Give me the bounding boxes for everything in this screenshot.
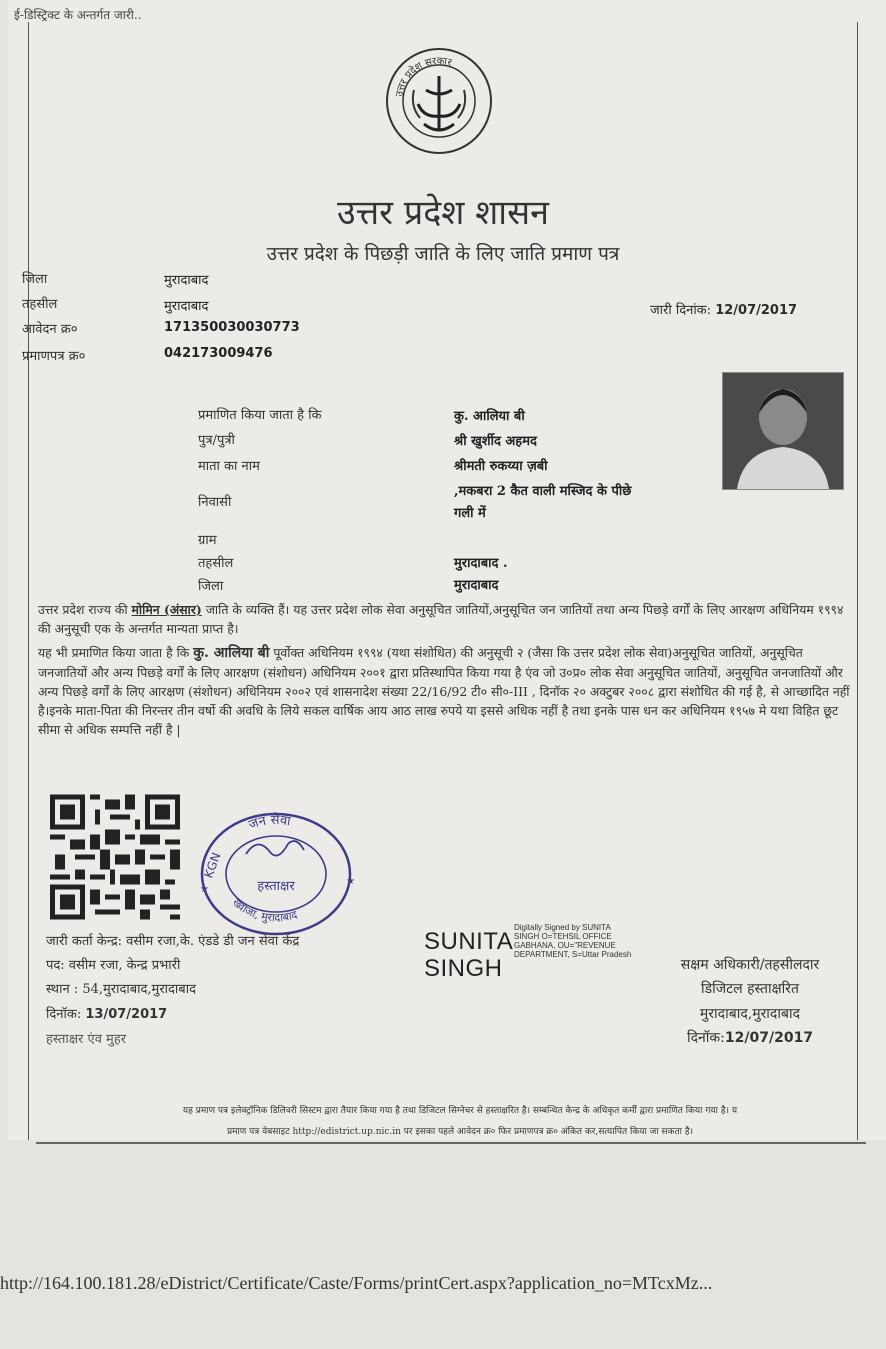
svg-text:जन सेवा <box>247 812 292 833</box>
digital-signature-details: Digitally Signed by SUNITA SINGH O=TEHSIL OFFICE GABHANA, OU="REVENUE DEPARTMENT, S=Uttar Pradesh <box>514 923 632 959</box>
application-number: 171350030030773 <box>164 320 300 335</box>
footer-note-line1: यह प्रमाण पत्र इलेक्ट्रॉनिक डिलिवरी सिस्टम द्वारा तैयार किया गया है तथा डिजिटल सिग्नेचर से हस्ताक्षरित है। सम्बन्धित केन्द्र के अधिकृत कर्मी द्वारा प्रमाणित किया गया है। य <box>182 1106 738 1116</box>
emblem-text: उत्तर प्रदेश सरकार <box>394 55 453 98</box>
resident-address-line1: ,मकबरा 2 कैत वाली मस्जिद के पीछे <box>454 484 632 499</box>
issue-date <box>650 300 797 318</box>
certification-paragraph-start: यह भी प्रमाणित किया जाता है कि <box>38 645 194 660</box>
officer-date-label: दिनॉक: <box>686 1030 725 1046</box>
issue-date-label: जारी दिनांक: <box>650 303 712 318</box>
tehsil-label: तहसील <box>22 297 58 312</box>
certification-paragraph <box>38 643 850 739</box>
seal-bottom-text: ख्वाजा, मुरादाबाद <box>229 895 299 925</box>
resident-label: निवासी <box>198 495 232 510</box>
caste-paragraph-start: उत्तर प्रदेश राज्य की <box>38 602 132 617</box>
child-of-label: पुत्र/पुत्री <box>198 433 235 448</box>
caste-name: मोमिन (अंसार) <box>131 602 202 617</box>
certification-applicant-name: कु. आलिया बी <box>193 645 270 661</box>
resident-district-value: मुरादाबाद <box>454 578 499 593</box>
resident-tehsil-value: मुरादाबाद . <box>454 556 508 571</box>
seal-center-text: हस्ताक्षर <box>257 879 295 894</box>
applicant-name: कु. आलिया बी <box>454 409 525 424</box>
issuer-date-value: 13/07/2017 <box>85 1007 168 1022</box>
page-url: http://164.100.181.28/eDistrict/Certificate/Caste/Forms/printCert.aspx?application_no=MTcxMz... <box>0 1273 713 1293</box>
village-label: ग्राम <box>198 533 217 548</box>
seal-top-text: जन सेवा <box>246 812 292 833</box>
father-name: श्री खुर्शीद अहमद <box>454 434 537 449</box>
bottom-divider <box>36 1142 866 1144</box>
certificate-number-label: प्रमाणपत्र क्र० <box>22 349 86 364</box>
issue-date-value: 12/07/2017 <box>715 303 798 318</box>
application-label: आवेदन क्र० <box>22 322 78 337</box>
svg-text:ख्वाजा, मुरादाबाद <box>230 896 299 924</box>
tehsil-value: मुरादाबाद <box>164 299 209 314</box>
issuer-date <box>46 1004 167 1022</box>
officer-date <box>640 1028 860 1047</box>
district-value: मुरादाबाद <box>164 273 209 288</box>
star-icon: ★ <box>200 884 209 895</box>
issuer-post: पद: वसीम रजा, केन्द्र प्रभारी <box>46 958 181 973</box>
certification-paragraph-end: पूर्वोक्त अधिनियम १९९४ (यथा संशोधित) की अनुसूची २ (जैसा कि उत्तर प्रदेश लोक सेवा)अनुसूचित जातियों, अनुसूचित जनजातियों और अन्य पिछड़े वर्गों के लिए आरक्षण (संशोधन) अधिनियम २००१ द्वारा प्रतिस्थापित किया गया है एंव जो उ०प्र० लोक सेवा अनुसूचित जातियों, अनुसूचित जनजातियों और अन्य पिछड़े वर्गों के लिए आरक्षण (संशोधन) अधिनियम २००२ एवं शासनादेश संख्या 22/16/92 टी० सी०-III , दिनॉक २० अक्टुबर २००८ द्वारा संशोधित की गई है, से आच्छादित नहीं है।इनके माता-पिता की निरन्तर तीन वर्षो की अवधि के लिये सकल वार्षिक आय आठ लाख रुपये या इससे अधिक नहीं है तथा इनके पास धन कर अधिनियम १९५७ मे यथा विहित छूट सीमा से अधिक सम्पत्ति नहीं है | <box>38 645 850 737</box>
caste-paragraph-end: जाति के व्यक्ति हैं। यह उत्तर प्रदेश लोक सेवा अनुसूचित जातियों,अनुसूचित जन जातियों तथा अन्य पिछड़े वर्गों के लिए आरक्षण अधिनियम १९९४ की अनुसूची एक के अन्तर्गत मान्यता प्राप्त है। <box>38 602 844 636</box>
issuing-center: जारी कर्ता केन्द्र: वसीम रजा,के. एंडडे डी जन सेवा केंद्र <box>46 934 300 949</box>
district-label: जिला <box>22 272 48 287</box>
resident-tehsil-label: तहसील <box>198 556 234 571</box>
footer-note-line2: प्रमाण पत्र वेबसाइट http://edistrict.up.nic.in पर इसका पहले आवेदन क्र० फिर प्रमाणपत्र क्र० अंकित कर,सत्यापित किया जा सकता है। <box>226 1127 694 1137</box>
mother-name: श्रीमती रुकय्या ज़बी <box>454 459 548 474</box>
up-government-emblem <box>384 46 494 156</box>
officer-digital-sign: डिजिटल हस्ताक्षरित <box>701 981 799 997</box>
resident-district-label: जिला <box>198 579 224 594</box>
qr-code <box>50 794 180 920</box>
person-photo-icon <box>723 373 843 489</box>
signatory-first-name: SUNITA <box>424 928 514 955</box>
caste-paragraph <box>38 600 850 638</box>
seal-left-text: KGN <box>201 850 224 881</box>
resident-address-line2: गली में <box>454 506 486 521</box>
issuer-place: स्थान : 54,मुरादाबाद,मुरादाबाद <box>46 982 196 997</box>
top-note: ई-डिस्ट्रिक्ट के अन्तर्गत जारी.. <box>14 8 142 22</box>
certificate-number: 042173009476 <box>164 346 273 361</box>
officer-place: मुरादाबाद,मुरादाबाद <box>699 1006 801 1022</box>
center-seal-stamp <box>196 806 356 936</box>
star-icon: ★ <box>346 876 355 887</box>
certificate-title: उत्तर प्रदेश के पिछड़ी जाति के लिए जाति प्रमाण पत्र <box>266 243 620 265</box>
mother-label: माता का नाम <box>198 459 260 474</box>
signature-and-seal-label: हस्ताक्षर एंव मुहर <box>46 1032 127 1047</box>
applicant-photo <box>722 372 844 490</box>
signatory-last-name: SINGH <box>424 955 503 982</box>
officer-title: सक्षम अधिकारी/तहसीलदार <box>680 957 820 973</box>
government-title: उत्तर प्रदेश शासन <box>337 193 549 233</box>
officer-date-value: 12/07/2017 <box>724 1030 814 1046</box>
issuer-date-label: दिनॉक: <box>46 1007 86 1022</box>
certified-label: प्रमाणित किया जाता है कि <box>198 408 322 423</box>
